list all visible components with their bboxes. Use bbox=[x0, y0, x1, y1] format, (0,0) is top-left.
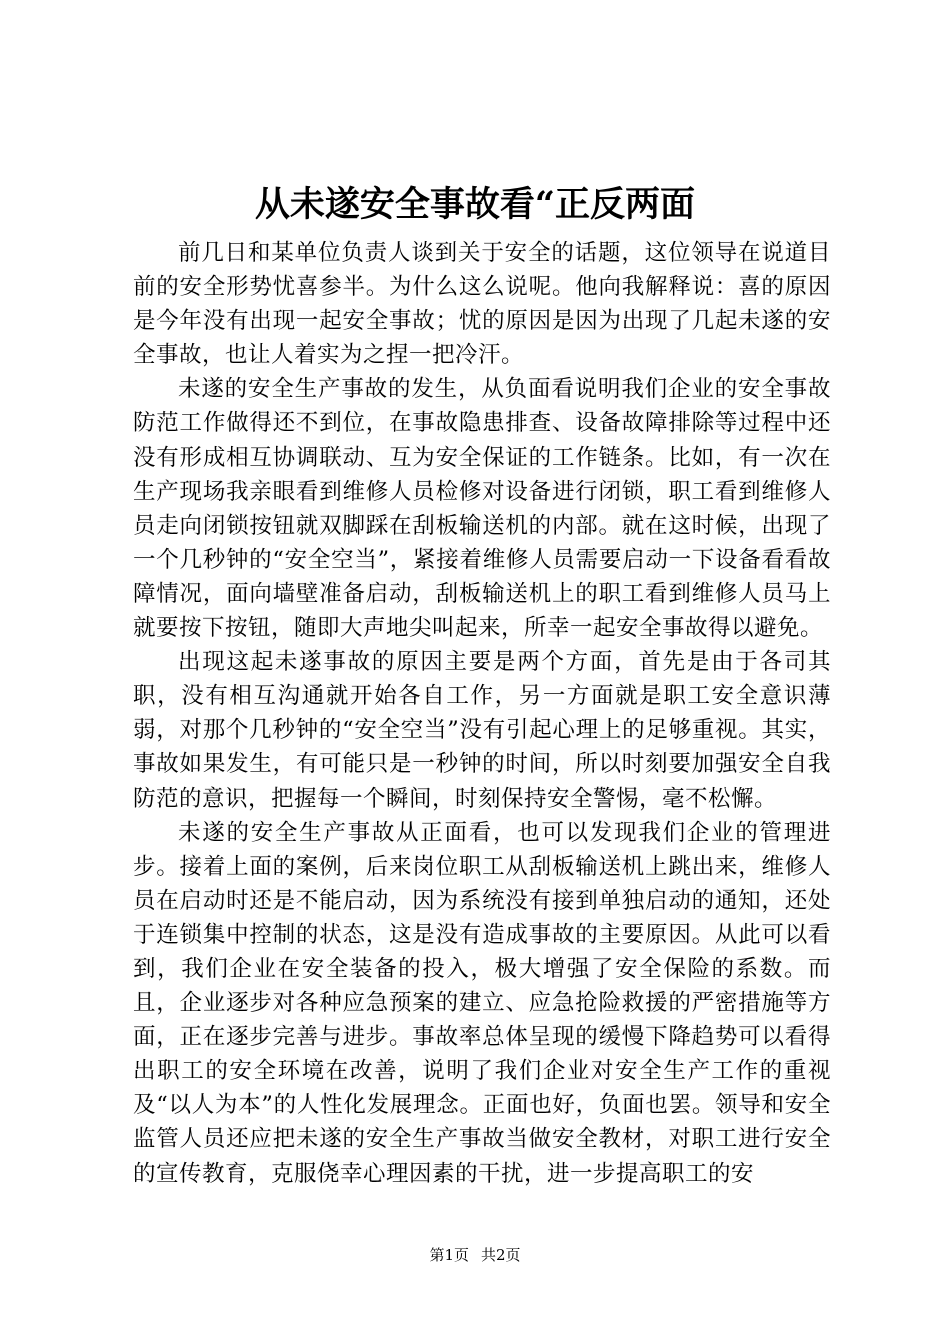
document-body bbox=[133, 236, 831, 1191]
paragraph-3: 出现这起未遂事故的原因主要是两个方面，首先是由于各司其职，没有相互沟通就开始各自工作，另一方面就是职工安全意识薄弱，对那个几秒钟的“安全空当”没有引起心理上的足够重视。其实，事故如果发生，有可能只是一秒钟的时间，所以时刻要加强安全自我防范的意识，把握每一个瞬间，时刻保持安全警惕，毫不松懈。 bbox=[133, 649, 831, 812]
paragraph-1: 前几日和某单位负责人谈到关于安全的话题，这位领导在说道目前的安全形势忧喜参半。为什么这么说呢。他向我解释说：喜的原因是今年没有出现一起安全事故；忧的原因是因为出现了几起未遂的安全事故，也让人着实为之捏一把冷汗。 bbox=[133, 240, 831, 369]
page-number: 第1页 bbox=[429, 1246, 469, 1264]
paragraph-2: 未遂的安全生产事故的发生，从负面看说明我们企业的安全事故防范工作做得还不到位，在事故隐患排查、设备故障排除等过程中还没有形成相互协调联动、互为安全保证的工作链条。比如，有一次在生产现场我亲眼看到维修人员检修对设备进行闭锁，职工看到维修人员走向闭锁按钮就双脚踩在刮板输送机的内部。就在这时候，出现了一个几秒钟的“安全空当”，紧接着维修人员需要启动一下设备看看故障情况，面向墙壁准备启动，刮板输送机上的职工看到维修人员马上就要按下按钮，随即大声地尖叫起来，所幸一起安全事故得以避免。 bbox=[133, 376, 831, 642]
page-total: 共2页 bbox=[481, 1246, 521, 1264]
page-footer bbox=[0, 1244, 950, 1266]
document-title: 从未遂安全事故看“正反两面 bbox=[254, 184, 696, 225]
paragraph-4: 未遂的安全生产事故从正面看，也可以发现我们企业的管理进步。接着上面的案例，后来岗位职工从刮板输送机上跳出来，维修人员在启动时还是不能启动，因为系统没有接到单独启动的通知，还处于连锁集中控制的状态，这是没有造成事故的主要原因。从此可以看到，我们企业在安全装备的投入，极大增强了安全保险的系数。而且，企业逐步对各种应急预案的建立、应急抢险救援的严密措施等方面，正在逐步完善与进步。事故率总体呈现的缓慢下降趋势可以看得出职工的安全环境在改善，说明了我们企业对安全生产工作的重视及“以人为本”的人性化发展理念。正面也好，负面也罢。领导和安全监管人员还应把未遂的安全生产事故当做安全教材，对职工进行安全的宣传教育，克服侥幸心理因素的干扰，进一步提高职工的安 bbox=[133, 819, 831, 1187]
